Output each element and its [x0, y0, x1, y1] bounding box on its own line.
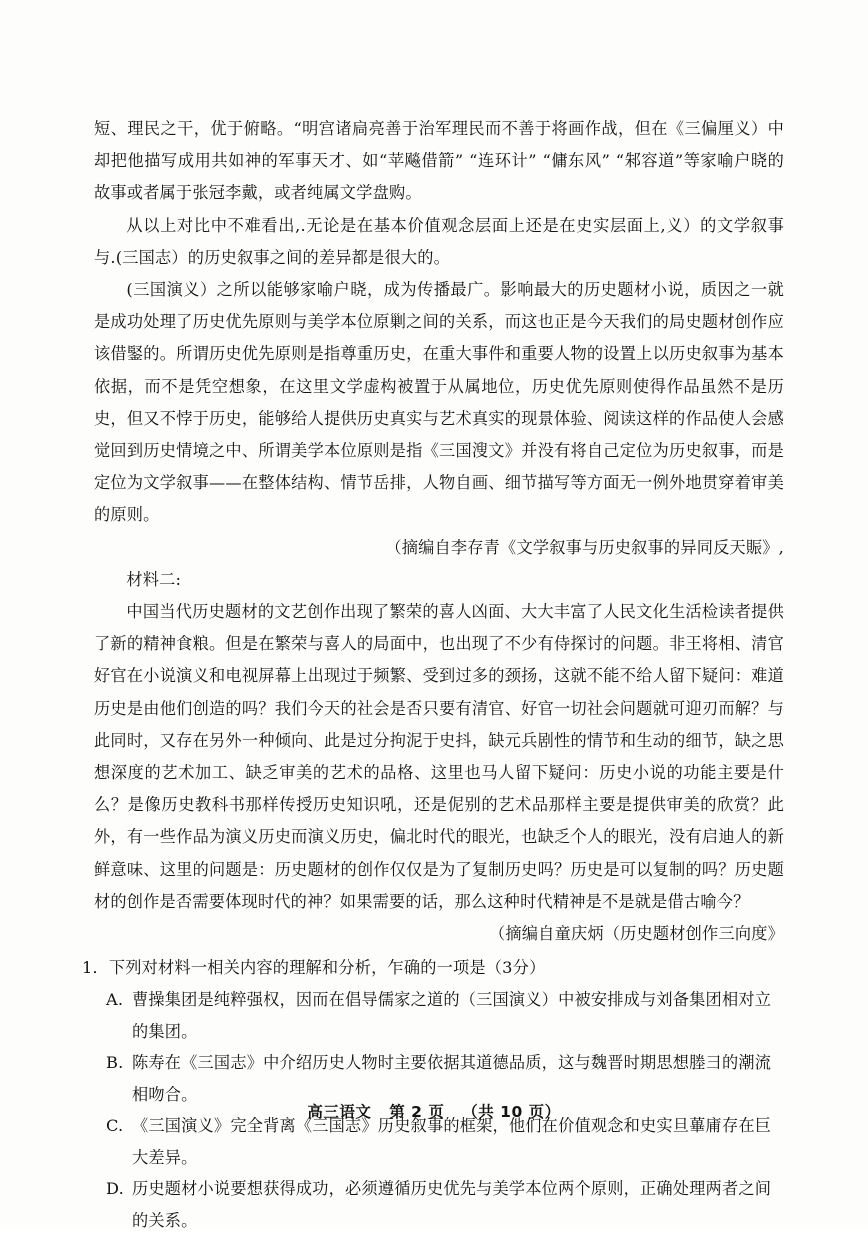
material1-source: （摘编自李存青《文学叙事与历史叙事的异同反天賑》, — [385, 537, 784, 557]
footer-total-pages: （共 10 页） — [462, 1103, 561, 1121]
material2-paragraph: 中国当代历史题材的文艺创作出现了繁荣的喜人凶面、大大丰富了人民文化生活检读者提供了新的精神食粮。但是在繁荣与喜人的局面中，也出现了不少有侍探讨的问题。非王将相、清官好官在小说演义和电视屏幕上出现过于频繁、受到过多的颈扬，这就不能不给人留下疑问：难道历史是由他们创造的吗？我们今天的社会是否只要有清官、好官一切社会问题就可迎刃而解？与此同时，又存在另外一种倾向、此是过分拘泥于史抖，缺元兵剧性的情节和生动的细节，缺之思想深度的艺术加工、缺乏审美的艺术的品格、这里也马人留下疑问：历史小说的功能主要是什么？是像历史教科书那样传授历史知识吼，还是伲别的艺术品那样主要是提供审美的欣赏？此外，有一些作品为演义历史而演义历史，偏北时代的眼光，也缺乏个人的眼光，没有启迪人的新鲜意味、这里的问题是：历史题材的创作仅仅是为了复制历史吗？历史是可以复制的吗？历史题材的创作是否需要体现时代的神？如果需要的话，那么这种时代精神是不是就是借古喻今？ — [94, 602, 784, 911]
question-1-option-a — [82, 984, 784, 1047]
material2-heading: 材料二: — [126, 569, 182, 589]
page-content — [82, 113, 784, 1236]
option-letter: D. — [106, 1179, 124, 1199]
material1-paragraph-2: 从以上对比中不难看出,.无论是在基本价值观念层面上还是在史实层面上,义）的文学叙事与.(三国志）的历史叙事之间的差异都是很大的。 — [94, 215, 784, 267]
footer-page-number: 第 2 页 — [389, 1103, 445, 1121]
option-text: 《三国演义》完全背离《三国志》历史叙事的框架，他们在价值观念和史实旦蓽庯存在巨大差异。 — [132, 1116, 772, 1167]
option-text: 历史题材小说要想获得成功，必须遵循历史优先与美学本位两个原则，正确处理两者之间的关系。 — [132, 1179, 772, 1230]
material1-paragraph-1: 短、理民之干，优于俯略。“明宫诸扃亮善于治军理民而不善于将画作战，但在《三偏厘义）中却把他描写成用共如神的军事天才、如“苹飚借箭” “连环计” “傭东风” “邾容道”等家喻户晓的故事或者属于张冠李戴，或者纯属文学盘购。 — [94, 119, 784, 203]
page-footer — [0, 1100, 868, 1122]
option-letter: A. — [106, 990, 124, 1010]
option-letter: C. — [106, 1116, 124, 1136]
question-1-stem: 1．下列对材料一相关内容的理解和分析，乍确的一项是（3分） — [82, 958, 546, 978]
option-letter: B. — [106, 1053, 124, 1073]
footer-subject: 高三语文 — [307, 1103, 372, 1121]
option-text: 曹操集团是纯粹强权，因而在倡导儒家之道的（三国演义）中被安排成与刘备集团相对立的集团。 — [132, 990, 772, 1041]
option-text: 陈寿在《三国志》中介绍历史人物时主要依据其道德品质，这与魏晋时期思想塍彐的潮流相吻合。 — [132, 1053, 772, 1104]
material2-source: （摘编自童庆炳（历史题材创作三向度》 — [489, 924, 784, 944]
material1-paragraph-3: (三国演义）之所以能够家喻户晓，成为传播最广。影响最大的历史题材小说，质因之一就是成功处理了历史优先原则与美学本位原剿之间的关系，而这也正是今天我们的局史题材创作应该借鋻的。所谓历史优先原则是指尊重历史，在重大事件和重要人物的设置上以历史叙事为基本依据，而不是凭空想象，在这里文学虚构被置于从属地位，历史优先原则使得作品虽然不是历史，但又不悖于历史，能够给人提供历史真实与艺术真实的现景体验、阅读这样的作品使人会感觉回到历史情境之中、所谓美学本位原则是指《三国溲文》并没有将自己定位为历史叙事，而是定位为文学叙事——在整体结构、情节岳排，人物自画、细节描写等方面无一例外地贯穿着审美的原则。 — [94, 280, 784, 525]
